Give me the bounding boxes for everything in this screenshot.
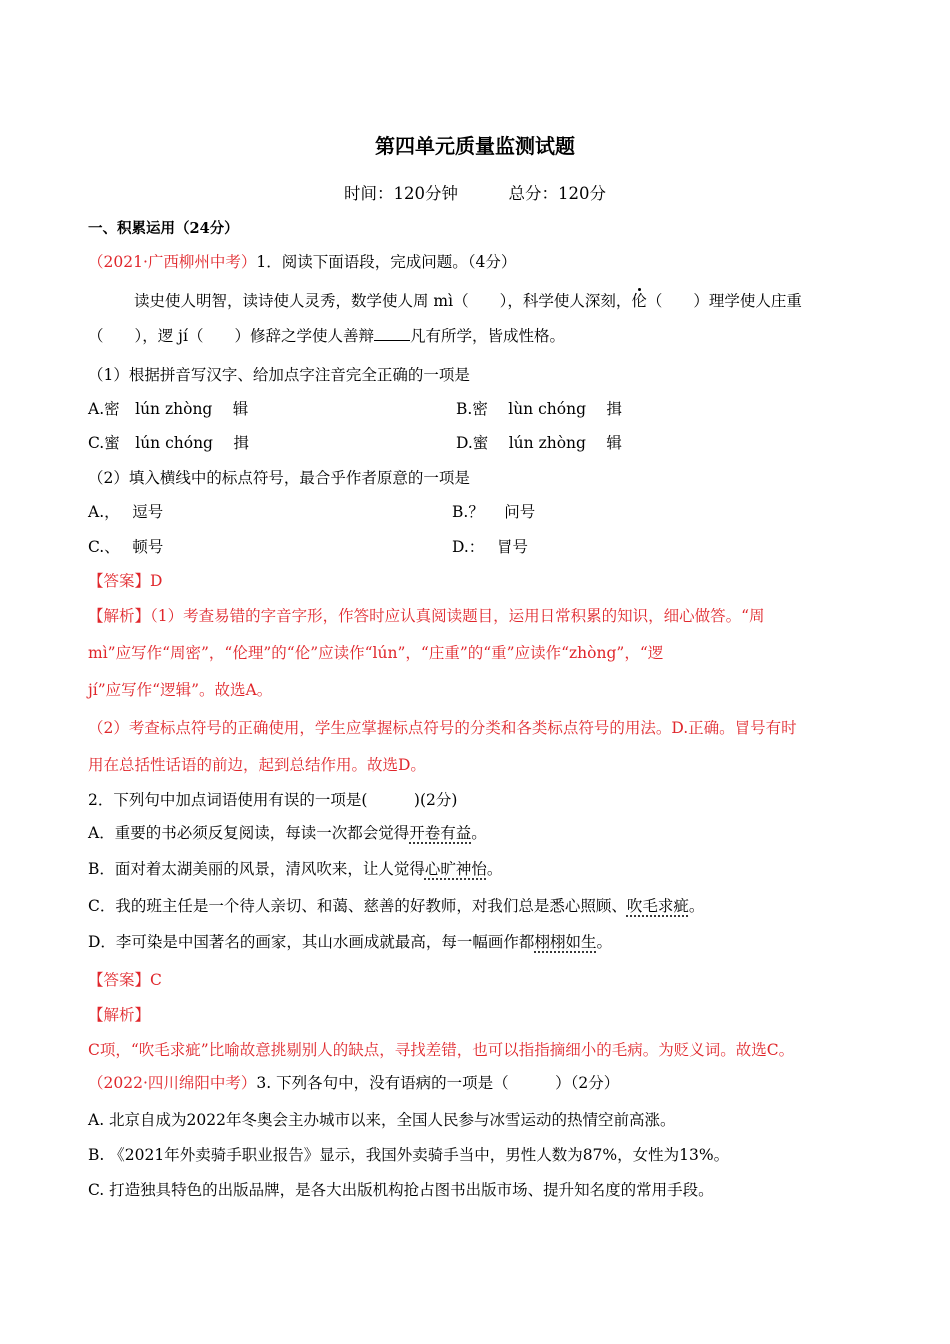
passage-line: [134, 290, 802, 312]
option-text: 。: [688, 897, 705, 915]
analysis-heading: 【解析】: [88, 1006, 151, 1024]
passage-text: （ ），逻 jí（ ）修辞之学使人善辩: [88, 327, 374, 345]
option-text: 。: [596, 933, 612, 951]
option-text: D．李可染是中国著名的画家，其山水画成就最高，每一幅画作都: [88, 933, 535, 951]
option-text: 。: [471, 824, 487, 842]
option-c: C. 打造独具特色的出版品牌，是各大出版机构抢占图书出版市场、提升知名度的常用手段。: [88, 1181, 714, 1199]
option-d: D.： 冒号: [452, 538, 528, 556]
option-c: [88, 895, 704, 917]
analysis-line: 【解析】（1）考查易错的字音字形，作答时应认真阅读题目，运用日常积累的知识，细心做答。“周: [88, 607, 765, 625]
fill-blank: [374, 326, 410, 341]
answer: 【答案】D: [88, 572, 163, 590]
option-a: A. 北京自成为2022年冬奥会主办城市以来，全国人民参与冰雪运动的热情空前高涨。: [88, 1111, 676, 1129]
dotted-phrase: 心旷神怡: [424, 860, 487, 878]
option-c: C.、 顿号: [88, 538, 164, 556]
question-source: （2021·广西柳州中考）: [88, 253, 257, 271]
passage-text: （ ）理学使人庄重: [646, 292, 802, 310]
exam-total-score: 总分：120分: [508, 184, 606, 203]
exam-time: 时间：120分钟: [344, 184, 458, 203]
question-source: （2022·四川绵阳中考）: [88, 1074, 257, 1092]
option-a: A.密 lún zhòng 辑: [88, 400, 249, 418]
option-text: B．面对着太湖美丽的风景，清风吹来，让人觉得: [88, 860, 425, 878]
dotted-phrase: 开卷有益: [409, 824, 472, 842]
question-3: [88, 1072, 619, 1094]
option-text: A．重要的书必须反复阅读，每读一次都会觉得: [88, 824, 410, 842]
option-c: C.蜜 lún chóng 揖: [88, 434, 249, 452]
analysis-line: （2）考查标点符号的正确使用，学生应掌握标点符号的分类和各类标点符号的用法。D.正确。冒号有时: [88, 719, 797, 737]
question-1: [88, 251, 516, 273]
option-b: B.？ 问号: [452, 503, 536, 521]
option-a: [88, 822, 487, 844]
option-d: D.蜜 lún zhòng 辑: [456, 434, 622, 452]
passage-text: 读史使人明智，读诗使人灵秀，数学使人周 mì（ ），科学使人深刻，: [134, 292, 632, 310]
dotted-char: 伦: [631, 292, 647, 310]
page-title: 第四单元质量监测试题: [375, 134, 575, 158]
analysis-line: C项，“吹毛求疵”比喻故意挑剔别人的缺点，寻找差错，也可以指指摘细小的毛病。为贬义词。故选C。: [88, 1041, 795, 1059]
answer: 【答案】C: [88, 971, 162, 989]
option-text: 。: [486, 860, 503, 878]
option-text: C．我的班主任是一个待人亲切、和蔼、慈善的好教师，对我们总是悉心照顾、: [88, 897, 627, 915]
option-b: B.密 lùn chóng 揖: [456, 400, 622, 418]
option-b: B. 《2021年外卖骑手职业报告》显示，我国外卖骑手当中，男性人数为87%，女性为13%。: [88, 1146, 730, 1164]
option-d: [88, 931, 612, 953]
question-2: 2．下列句中加点词语使用有误的一项是( )(2分): [88, 791, 458, 809]
sub-question: （1）根据拼音写汉字、给加点字注音完全正确的一项是: [88, 366, 470, 384]
passage-text: 凡有所学，皆成性格。: [409, 327, 565, 345]
question-stem: 1．阅读下面语段，完成问题。（4分）: [256, 253, 517, 271]
analysis-line: jí”应写作“逻辑”。故选A。: [88, 681, 273, 699]
dotted-phrase: 吹毛求疵: [626, 897, 689, 915]
analysis-line: 用在总括性话语的前边，起到总结作用。故选D。: [88, 756, 426, 774]
analysis-line: mì”应写作“周密”，“伦理”的“伦”应读作“lún”，“庄重”的“重”应读作“zhòng”，“逻: [88, 644, 664, 662]
section-heading: 一、积累运用（24分）: [88, 220, 239, 237]
option-b: [88, 858, 502, 880]
exam-meta: [0, 180, 950, 204]
question-stem: 3. 下列各句中，没有语病的一项是（ ）（2分）: [256, 1074, 620, 1092]
dotted-phrase: 栩栩如生: [534, 933, 597, 951]
passage-line: [88, 325, 565, 347]
option-a: A.， 逗号: [88, 503, 164, 521]
sub-question: （2）填入横线中的标点符号，最合乎作者原意的一项是: [88, 469, 470, 487]
